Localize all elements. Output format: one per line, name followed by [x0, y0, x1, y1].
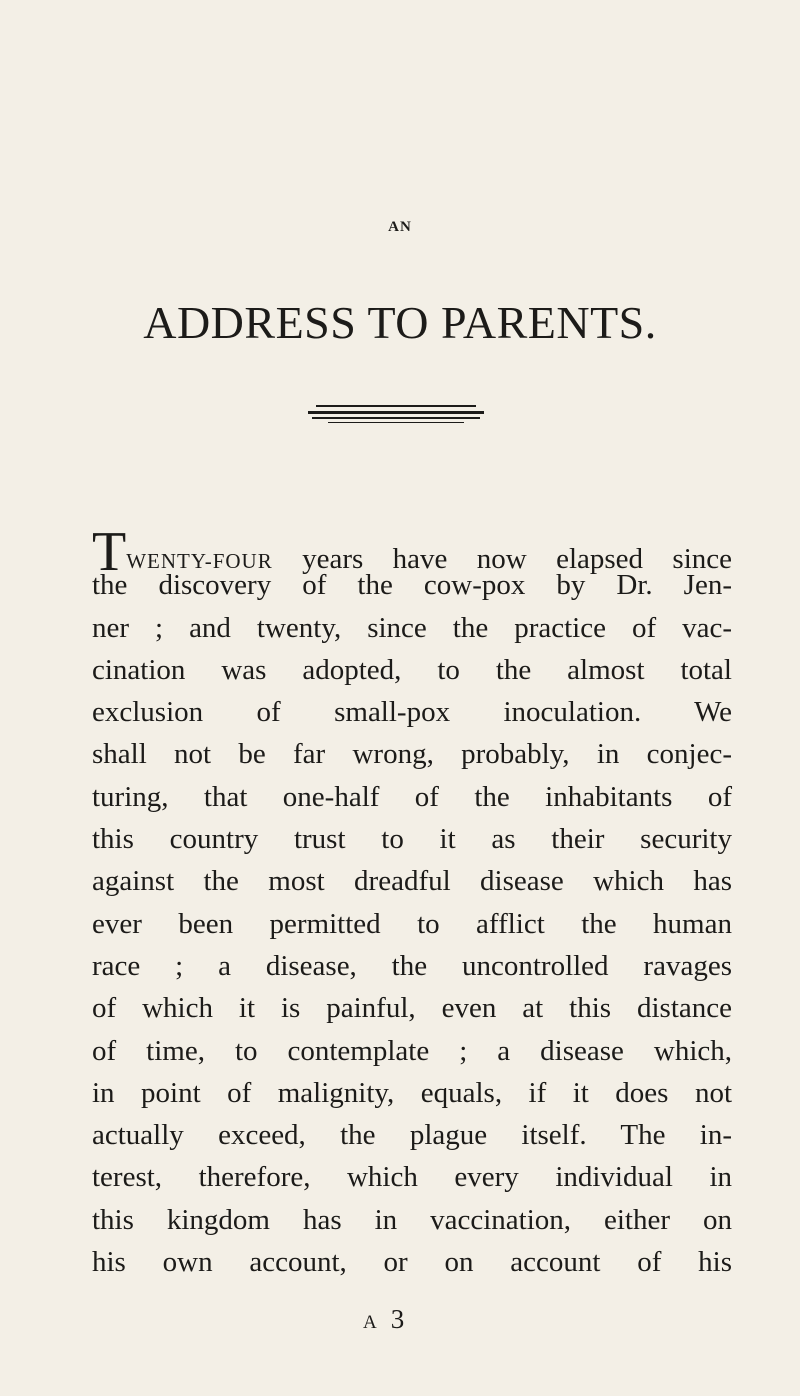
body-line: in point of malignity, equals, if it does not	[92, 1076, 732, 1109]
body-line: race ; a disease, the uncontrolled ravages	[92, 949, 732, 982]
body-line-1	[92, 521, 732, 583]
first-line-text: years have now elapsed since	[272, 543, 732, 575]
body-line: turing, that one-half of the inhabitants of	[92, 780, 732, 813]
body-line: shall not be far wrong, probably, in conjec-	[92, 738, 732, 771]
body-line: his own account, or on account of his	[92, 1246, 732, 1279]
body-line: of which it is painful, even at this distance	[92, 992, 732, 1025]
body-line: this kingdom has in vaccination, either on	[92, 1203, 732, 1236]
page-title: ADDRESS TO PARENTS.	[143, 297, 657, 348]
body-line: exclusion of small-pox inoculation. We	[92, 696, 732, 729]
small-caps-word: WENTY-FOUR	[126, 549, 273, 573]
body-line: against the most dreadful disease which has	[92, 865, 732, 898]
pre-title: AN	[388, 219, 412, 235]
decorative-rule	[308, 405, 484, 427]
body-line: ner ; and twenty, since the practice of vac-	[92, 611, 732, 644]
drop-cap: T	[92, 521, 127, 583]
signature-letter: A	[363, 1312, 391, 1333]
body-line: of time, to contemplate ; a disease which,	[92, 1034, 732, 1067]
body-line: ever been permitted to afflict the human	[92, 907, 732, 940]
body-line: cination was adopted, to the almost total	[92, 653, 732, 686]
body-line: terest, therefore, which every individual in	[92, 1161, 732, 1194]
body-text	[92, 522, 732, 1283]
body-line: this country trust to it as their security	[92, 823, 732, 856]
signature-mark	[363, 1304, 418, 1335]
body-line: actually exceed, the plague itself. The in-	[92, 1119, 732, 1152]
signature-number: 3	[390, 1304, 419, 1334]
body-line: the discovery of the cow-pox by Dr. Jen-	[92, 569, 732, 602]
